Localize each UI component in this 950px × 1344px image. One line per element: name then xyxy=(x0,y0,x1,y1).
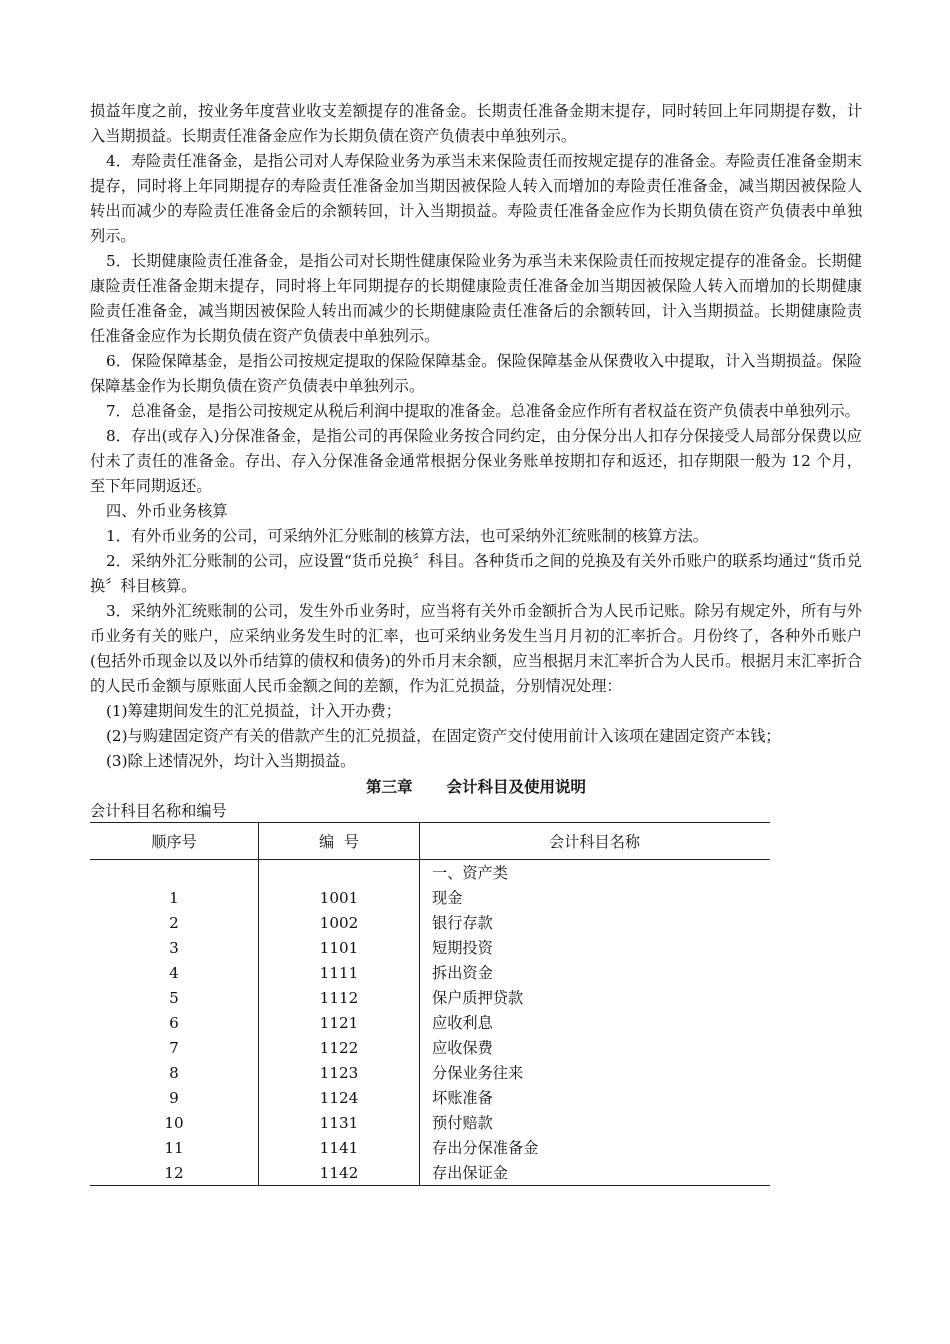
seq-cell: 9 xyxy=(169,1088,179,1107)
seq-cell: 4 xyxy=(169,963,179,982)
chapter-name: 会计科目及使用说明 xyxy=(446,777,587,796)
code-cell: 1121 xyxy=(259,1010,420,1035)
code-cell: 1002 xyxy=(259,910,420,935)
code-cell: 1101 xyxy=(259,935,420,960)
table-row xyxy=(90,1135,770,1160)
paragraph: (3)除上述情况外，均计入当期损益。 xyxy=(106,752,356,770)
paragraph: 4．寿险责任准备金，是指公司对人寿保险业务为承当未来保险责任而按规定提存的准备金。寿险责任准备金期末提存，同时将上年同期提存的寿险责任准备金加当期因被保险人转入而增加的寿险责任准备金，减当期因被保险人转出而减少的寿险责任准备金后的余额转回，计入当期损益。寿险责任准备金应作为长期负债在资产负债表中单独列示。 xyxy=(90,152,862,245)
account-table xyxy=(90,822,770,1186)
table-row xyxy=(90,860,770,886)
body-text xyxy=(90,99,862,774)
table-row xyxy=(90,1010,770,1035)
paragraph: 损益年度之前，按业务年度营业收支差额提存的准备金。长期责任准备金期末提存，同时转回上年同期提存数，计入当期损益。长期责任准备金应作为长期负债在资产负债表中单独列示。 xyxy=(90,102,862,145)
paragraph: 2．采纳外汇分账制的公司，应设置“货币兑换〞科目。各种货币之间的兑换及有关外币账户的联系均通过“货币兑换〞科目核算。 xyxy=(90,552,862,595)
table-header-row xyxy=(90,823,770,860)
chapter-title xyxy=(90,774,862,800)
table-row xyxy=(90,1085,770,1110)
paragraph: 7．总准备金，是指公司按规定从税后利润中提取的准备金。总准备金应作所有者权益在资产负债表中单独列示。 xyxy=(106,402,860,420)
seq-cell: 11 xyxy=(164,1138,184,1157)
header-seq: 顺序号 xyxy=(90,823,259,860)
account-name-cell: 预付赔款 xyxy=(432,1114,493,1132)
account-name-cell: 应收利息 xyxy=(432,1014,493,1032)
paragraph: 6．保险保障基金，是指公司按规定提取的保险保障基金。保险保障基金从保费收入中提取，计入当期损益。保险保障基金作为长期负债在资产负债表中单独列示。 xyxy=(90,352,862,395)
code-cell: 1142 xyxy=(259,1160,420,1186)
table-row xyxy=(90,1110,770,1135)
table-row xyxy=(90,960,770,985)
paragraph: 5．长期健康险责任准备金，是指公司对长期性健康保险业务为承当未来保险责任而按规定提存的准备金。长期健康险责任准备金期末提存，同时将上年同期提存的长期健康险责任准备金加当期因被保险人转入而增加的长期健康险责任准备金，减当期因被保险人转出而减少的长期健康险责任准备后的余额转回，计入当期损益。长期健康险责任准备金应作为长期负债在资产负债表中单独列示。 xyxy=(90,252,862,345)
seq-cell: 5 xyxy=(169,988,179,1007)
code-cell: 1111 xyxy=(259,960,420,985)
account-name-cell: 银行存款 xyxy=(432,914,493,932)
paragraph: 3．采纳外汇统账制的公司，发生外币业务时，应当将有关外币金额折合为人民币记账。除另有规定外，所有与外币业务有关的账户，应采纳业务发生时的汇率，也可采纳业务发生当月月初的汇率折合。月份终了，各种外币账户(包括外币现金以及以外币结算的债权和债务)的外币月末余额，应当根据月末汇率折合为人民币。根据月末汇率折合的人民币金额与原账面人民币金额之间的差额，作为汇兑损益，分别情况处理： xyxy=(90,602,862,695)
paragraph: (1)筹建期间发生的汇兑损益，计入开办费； xyxy=(106,702,401,720)
code-cell: 1124 xyxy=(259,1085,420,1110)
seq-cell: 7 xyxy=(169,1038,179,1057)
paragraph: 8．存出(或存入)分保准备金，是指公司的再保险业务按合同约定，由分保分出人扣存分保接受人局部分保费以应付未了责任的准备金。存出、存入分保准备金通常根据分保业务账单按期扣存和返还，扣存期限一般为 12 个月，至下年同期返还。 xyxy=(90,427,862,495)
table-row xyxy=(90,910,770,935)
code-cell: 1123 xyxy=(259,1060,420,1085)
code-cell: 1001 xyxy=(259,885,420,910)
paragraph: 四、外币业务核算 xyxy=(106,502,228,520)
table-row xyxy=(90,985,770,1010)
account-name-cell: 现金 xyxy=(432,889,463,907)
table-row xyxy=(90,1060,770,1085)
table-row xyxy=(90,885,770,910)
table-row xyxy=(90,1035,770,1060)
seq-cell: 6 xyxy=(169,1013,179,1032)
seq-cell: 10 xyxy=(164,1113,184,1132)
chapter-number: 第三章 xyxy=(365,777,413,796)
seq-cell: 2 xyxy=(169,913,179,932)
account-name-cell: 一、资产类 xyxy=(432,864,508,882)
code-cell: 1131 xyxy=(259,1110,420,1135)
seq-cell: 12 xyxy=(90,1160,259,1186)
seq-cell: 3 xyxy=(169,938,179,957)
code-cell xyxy=(259,860,420,886)
paragraph: (2)与购建固定资产有关的借款产生的汇兑损益，在固定资产交付使用前计入该项在建固定资产本钱； xyxy=(106,727,781,745)
seq-cell xyxy=(90,860,259,886)
code-cell: 1141 xyxy=(259,1135,420,1160)
table-row xyxy=(90,1160,770,1186)
header-account-name: 会计科目名称 xyxy=(420,823,771,860)
account-name-cell: 分保业务往来 xyxy=(432,1064,524,1082)
document-page xyxy=(90,99,862,1186)
account-name-cell: 短期投资 xyxy=(432,939,493,957)
account-name-cell: 坏账准备 xyxy=(432,1089,493,1107)
table-caption: 会计科目名称和编号 xyxy=(90,802,227,820)
account-name-cell: 拆出资金 xyxy=(432,964,493,982)
account-name-cell: 存出保证金 xyxy=(420,1160,771,1186)
header-code: 编 号 xyxy=(259,823,420,860)
seq-cell: 8 xyxy=(169,1063,179,1082)
paragraph: 1．有外币业务的公司，可采纳外汇分账制的核算方法，也可采纳外汇统账制的核算方法。 xyxy=(106,527,708,545)
account-name-cell: 应收保费 xyxy=(432,1039,493,1057)
table-row xyxy=(90,935,770,960)
seq-cell: 1 xyxy=(169,888,179,907)
account-name-cell: 保户质押贷款 xyxy=(432,989,524,1007)
account-name-cell: 存出分保准备金 xyxy=(432,1139,539,1157)
code-cell: 1112 xyxy=(259,985,420,1010)
code-cell: 1122 xyxy=(259,1035,420,1060)
